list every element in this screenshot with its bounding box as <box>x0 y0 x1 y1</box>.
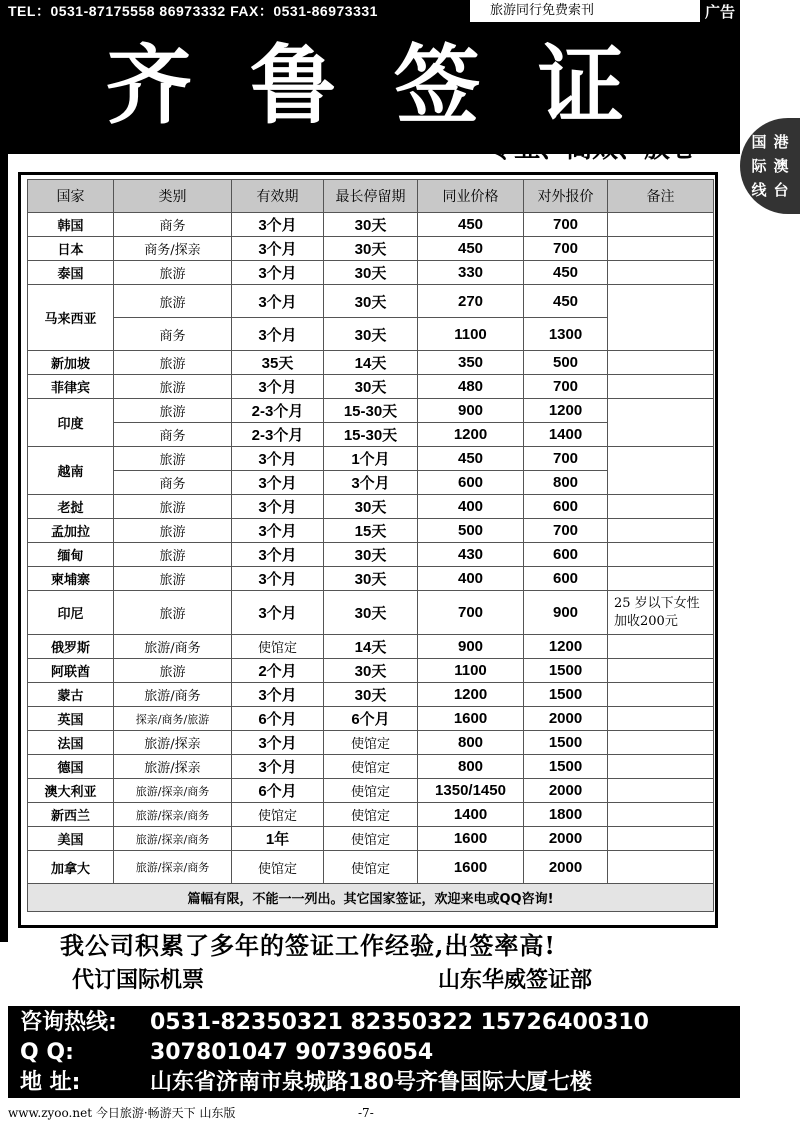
site-slogan: www.zyoo.net 今日旅游·畅游天下 山东版 <box>8 1106 236 1120</box>
cell-type: 旅游 <box>114 351 232 375</box>
cell-public-price: 700 <box>524 213 608 237</box>
cell-trade-price: 350 <box>418 351 524 375</box>
table-row <box>28 731 714 755</box>
table-row <box>28 707 714 731</box>
table-header-row <box>28 180 714 213</box>
cell-type: 旅游/探亲/商务 <box>114 851 232 884</box>
cell-trade-price: 1600 <box>418 707 524 731</box>
cell-country: 越南 <box>28 447 114 495</box>
cell-type: 旅游/探亲 <box>114 731 232 755</box>
cell-country: 日本 <box>28 237 114 261</box>
col-header-trade-price: 同业价格 <box>418 180 524 213</box>
cell-trade-price: 900 <box>418 399 524 423</box>
experience-statement: 我公司积累了多年的签证工作经验,出签率高! <box>60 931 556 960</box>
cell-public-price: 600 <box>524 543 608 567</box>
cell-remarks <box>608 399 714 447</box>
table-row <box>28 447 714 471</box>
cell-country: 缅甸 <box>28 543 114 567</box>
cell-validity: 2-3个月 <box>232 423 324 447</box>
cell-remarks <box>608 519 714 543</box>
visa-price-table-frame <box>18 172 718 928</box>
side-char: 线 <box>751 181 767 199</box>
cell-validity: 2个月 <box>232 659 324 683</box>
cell-validity: 3个月 <box>232 683 324 707</box>
cell-type: 旅游 <box>114 375 232 399</box>
cell-type: 旅游 <box>114 447 232 471</box>
qq-label: Q Q: <box>20 1040 74 1065</box>
visa-price-table <box>27 179 714 912</box>
cell-country: 美国 <box>28 827 114 851</box>
cell-type: 旅游 <box>114 261 232 285</box>
contact-box <box>8 1006 740 1098</box>
cell-country: 俄罗斯 <box>28 635 114 659</box>
ticket-service: 代订国际机票 <box>72 968 205 993</box>
hotline-line <box>20 1008 649 1038</box>
cell-remarks <box>608 731 714 755</box>
cell-type: 旅游/探亲 <box>114 755 232 779</box>
cell-validity: 3个月 <box>232 591 324 635</box>
cell-trade-price: 800 <box>418 731 524 755</box>
col-header-validity: 有效期 <box>232 180 324 213</box>
cell-country: 泰国 <box>28 261 114 285</box>
cell-validity: 3个月 <box>232 447 324 471</box>
cell-type: 商务 <box>114 471 232 495</box>
cell-stay: 30天 <box>324 591 418 635</box>
cell-public-price: 700 <box>524 519 608 543</box>
cell-type: 商务 <box>114 423 232 447</box>
cell-country: 马来西亚 <box>28 285 114 351</box>
table-footer-note: 篇幅有限，不能一一列出。其它国家签证，欢迎来电或QQ咨询! <box>28 884 714 912</box>
table-footer-row <box>28 884 714 912</box>
cell-trade-price: 1100 <box>418 318 524 351</box>
cell-stay: 使馆定 <box>324 827 418 851</box>
cell-stay: 30天 <box>324 683 418 707</box>
cell-stay: 15-30天 <box>324 399 418 423</box>
cell-stay: 30天 <box>324 659 418 683</box>
cell-country: 德国 <box>28 755 114 779</box>
address-label: 地 址: <box>20 1070 81 1095</box>
cell-stay: 30天 <box>324 237 418 261</box>
tel-fax-strip: TEL：0531-87175558 86973332 FAX：0531-86973331 <box>0 0 470 22</box>
cell-remarks <box>608 447 714 495</box>
cell-type: 旅游/探亲/商务 <box>114 779 232 803</box>
cell-type: 旅游 <box>114 567 232 591</box>
cell-trade-price: 450 <box>418 213 524 237</box>
cell-type: 旅游/商务 <box>114 683 232 707</box>
cell-trade-price: 1100 <box>418 659 524 683</box>
cell-trade-price: 800 <box>418 755 524 779</box>
table-row <box>28 683 714 707</box>
cell-country: 阿联酋 <box>28 659 114 683</box>
cell-type: 旅游/探亲/商务 <box>114 827 232 851</box>
cell-trade-price: 1600 <box>418 851 524 884</box>
cell-validity: 3个月 <box>232 261 324 285</box>
cell-stay: 使馆定 <box>324 755 418 779</box>
qq-line <box>20 1038 433 1068</box>
cell-stay: 30天 <box>324 213 418 237</box>
cell-country: 新加坡 <box>28 351 114 375</box>
cell-validity: 3个月 <box>232 519 324 543</box>
cell-public-price: 2000 <box>524 851 608 884</box>
cell-public-price: 1500 <box>524 683 608 707</box>
table-row <box>28 213 714 237</box>
cell-public-price: 700 <box>524 375 608 399</box>
cell-validity: 3个月 <box>232 237 324 261</box>
table-row <box>28 659 714 683</box>
cell-public-price: 700 <box>524 237 608 261</box>
cell-country: 印尼 <box>28 591 114 635</box>
cell-type: 旅游/探亲/商务 <box>114 803 232 827</box>
cell-public-price: 2000 <box>524 707 608 731</box>
cell-country: 英国 <box>28 707 114 731</box>
cell-validity: 使馆定 <box>232 635 324 659</box>
cell-validity: 6个月 <box>232 779 324 803</box>
side-char: 国 <box>751 133 767 151</box>
cell-stay: 使馆定 <box>324 803 418 827</box>
cell-trade-price: 270 <box>418 285 524 318</box>
cell-country: 法国 <box>28 731 114 755</box>
table-row <box>28 351 714 375</box>
cell-stay: 30天 <box>324 318 418 351</box>
cell-trade-price: 430 <box>418 543 524 567</box>
cell-validity: 3个月 <box>232 543 324 567</box>
cell-type: 旅游 <box>114 285 232 318</box>
col-header-public-price: 对外报价 <box>524 180 608 213</box>
col-header-country: 国家 <box>28 180 114 213</box>
free-catalog-slogan: 旅游同行免费索刊 <box>490 3 595 18</box>
cell-validity: 3个月 <box>232 567 324 591</box>
cell-stay: 3个月 <box>324 471 418 495</box>
cell-public-price: 1500 <box>524 755 608 779</box>
table-row <box>28 591 714 635</box>
cell-public-price: 1300 <box>524 318 608 351</box>
route-side-tab <box>740 118 800 214</box>
cell-public-price: 1800 <box>524 803 608 827</box>
cell-remarks <box>608 683 714 707</box>
cell-country: 新西兰 <box>28 803 114 827</box>
cell-validity: 使馆定 <box>232 851 324 884</box>
cell-public-price: 500 <box>524 351 608 375</box>
cell-public-price: 900 <box>524 591 608 635</box>
cell-trade-price: 330 <box>418 261 524 285</box>
cell-type: 旅游 <box>114 543 232 567</box>
address-text: 山东省济南市泉城路180号齐鲁国际大厦七楼 <box>150 1070 592 1095</box>
cell-validity: 1年 <box>232 827 324 851</box>
cell-trade-price: 1350/1450 <box>418 779 524 803</box>
cell-stay: 30天 <box>324 495 418 519</box>
cell-trade-price: 400 <box>418 495 524 519</box>
cell-trade-price: 700 <box>418 591 524 635</box>
cell-trade-price: 1400 <box>418 803 524 827</box>
table-row <box>28 827 714 851</box>
cell-trade-price: 450 <box>418 237 524 261</box>
col-header-type: 类别 <box>114 180 232 213</box>
side-char: 澳 <box>773 157 789 175</box>
cell-stay: 15-30天 <box>324 423 418 447</box>
table-row <box>28 237 714 261</box>
cell-remarks <box>608 237 714 261</box>
cell-type: 旅游 <box>114 399 232 423</box>
cell-country: 孟加拉 <box>28 519 114 543</box>
cell-validity: 3个月 <box>232 495 324 519</box>
hotline-numbers: 0531-82350321 82350322 15726400310 <box>150 1010 649 1035</box>
col-header-max-stay: 最长停留期 <box>324 180 418 213</box>
cell-stay: 30天 <box>324 285 418 318</box>
page-number: -7- <box>358 1106 374 1120</box>
cell-remarks <box>608 779 714 803</box>
side-char: 台 <box>773 181 789 199</box>
cell-trade-price: 480 <box>418 375 524 399</box>
cell-remarks <box>608 659 714 683</box>
cell-stay: 使馆定 <box>324 731 418 755</box>
cell-validity: 6个月 <box>232 707 324 731</box>
cell-stay: 30天 <box>324 375 418 399</box>
cell-stay: 使馆定 <box>324 779 418 803</box>
table-row <box>28 803 714 827</box>
cell-stay: 1个月 <box>324 447 418 471</box>
cell-public-price: 2000 <box>524 779 608 803</box>
cell-country: 老挝 <box>28 495 114 519</box>
ad-label: 广告 <box>700 0 740 24</box>
tagline: ——专业、高效、放心 <box>436 134 697 164</box>
table-row <box>28 285 714 318</box>
table-row <box>28 567 714 591</box>
cell-validity: 3个月 <box>232 471 324 495</box>
cell-country: 柬埔寨 <box>28 567 114 591</box>
cell-remarks <box>608 375 714 399</box>
table-row <box>28 495 714 519</box>
cell-remarks <box>608 285 714 351</box>
table-row <box>28 779 714 803</box>
cell-remarks <box>608 755 714 779</box>
cell-type: 旅游 <box>114 591 232 635</box>
cell-validity: 2-3个月 <box>232 399 324 423</box>
cell-validity: 3个月 <box>232 213 324 237</box>
cell-trade-price: 1200 <box>418 423 524 447</box>
side-char: 港 <box>773 133 789 151</box>
cell-validity: 3个月 <box>232 285 324 318</box>
cell-validity: 使馆定 <box>232 803 324 827</box>
cell-stay: 14天 <box>324 351 418 375</box>
table-row <box>28 519 714 543</box>
left-border <box>0 22 8 942</box>
cell-stay: 使馆定 <box>324 851 418 884</box>
cell-trade-price: 600 <box>418 471 524 495</box>
cell-public-price: 2000 <box>524 827 608 851</box>
cell-public-price: 600 <box>524 567 608 591</box>
table-row <box>28 399 714 423</box>
cell-country: 韩国 <box>28 213 114 237</box>
table-row <box>28 755 714 779</box>
cell-trade-price: 400 <box>418 567 524 591</box>
table-row <box>28 543 714 567</box>
address-line <box>20 1068 592 1098</box>
cell-country: 加拿大 <box>28 851 114 884</box>
cell-stay: 15天 <box>324 519 418 543</box>
cell-public-price: 1500 <box>524 731 608 755</box>
cell-remarks <box>608 261 714 285</box>
cell-validity: 3个月 <box>232 755 324 779</box>
cell-trade-price: 1600 <box>418 827 524 851</box>
cell-type: 旅游 <box>114 659 232 683</box>
cell-remarks <box>608 803 714 827</box>
cell-remarks <box>608 351 714 375</box>
table-row <box>28 261 714 285</box>
cell-stay: 14天 <box>324 635 418 659</box>
cell-remarks <box>608 495 714 519</box>
cell-validity: 35天 <box>232 351 324 375</box>
brand-title: 齐鲁签证 <box>106 35 682 136</box>
cell-public-price: 1500 <box>524 659 608 683</box>
cell-type: 旅游 <box>114 495 232 519</box>
cell-type: 商务 <box>114 213 232 237</box>
cell-public-price: 1400 <box>524 423 608 447</box>
cell-remarks <box>608 851 714 884</box>
side-char: 际 <box>751 157 767 175</box>
cell-stay: 30天 <box>324 261 418 285</box>
qq-numbers: 307801047 907396054 <box>150 1040 434 1065</box>
table-row <box>28 375 714 399</box>
col-header-remarks: 备注 <box>608 180 714 213</box>
cell-validity: 3个月 <box>232 731 324 755</box>
cell-stay: 30天 <box>324 543 418 567</box>
cell-public-price: 450 <box>524 261 608 285</box>
cell-remarks <box>608 213 714 237</box>
cell-validity: 3个月 <box>232 318 324 351</box>
top-bar <box>0 0 800 22</box>
cell-public-price: 600 <box>524 495 608 519</box>
cell-public-price: 700 <box>524 447 608 471</box>
cell-remarks-indonesia: 25 岁以下女性加收200元 <box>608 591 714 635</box>
cell-remarks <box>608 707 714 731</box>
cell-stay: 6个月 <box>324 707 418 731</box>
cell-country: 菲律宾 <box>28 375 114 399</box>
cell-remarks <box>608 543 714 567</box>
table-row <box>28 851 714 884</box>
cell-type: 旅游/商务 <box>114 635 232 659</box>
page-footer <box>8 1104 788 1122</box>
cell-type: 探亲/商务/旅游 <box>114 707 232 731</box>
cell-type: 旅游 <box>114 519 232 543</box>
department-name: 山东华威签证部 <box>438 968 593 993</box>
cell-trade-price: 500 <box>418 519 524 543</box>
cell-stay: 30天 <box>324 567 418 591</box>
cell-remarks <box>608 567 714 591</box>
cell-type: 商务 <box>114 318 232 351</box>
cell-public-price: 800 <box>524 471 608 495</box>
cell-trade-price: 900 <box>418 635 524 659</box>
cell-public-price: 450 <box>524 285 608 318</box>
cell-public-price: 1200 <box>524 399 608 423</box>
cell-remarks <box>608 635 714 659</box>
cell-trade-price: 1200 <box>418 683 524 707</box>
cell-trade-price: 450 <box>418 447 524 471</box>
cell-remarks <box>608 827 714 851</box>
cell-country: 印度 <box>28 399 114 447</box>
hotline-label: 咨询热线: <box>20 1010 117 1035</box>
table-row <box>28 635 714 659</box>
cell-country: 蒙古 <box>28 683 114 707</box>
cell-validity: 3个月 <box>232 375 324 399</box>
cell-type: 商务/探亲 <box>114 237 232 261</box>
cell-country: 澳大利亚 <box>28 779 114 803</box>
cell-public-price: 1200 <box>524 635 608 659</box>
